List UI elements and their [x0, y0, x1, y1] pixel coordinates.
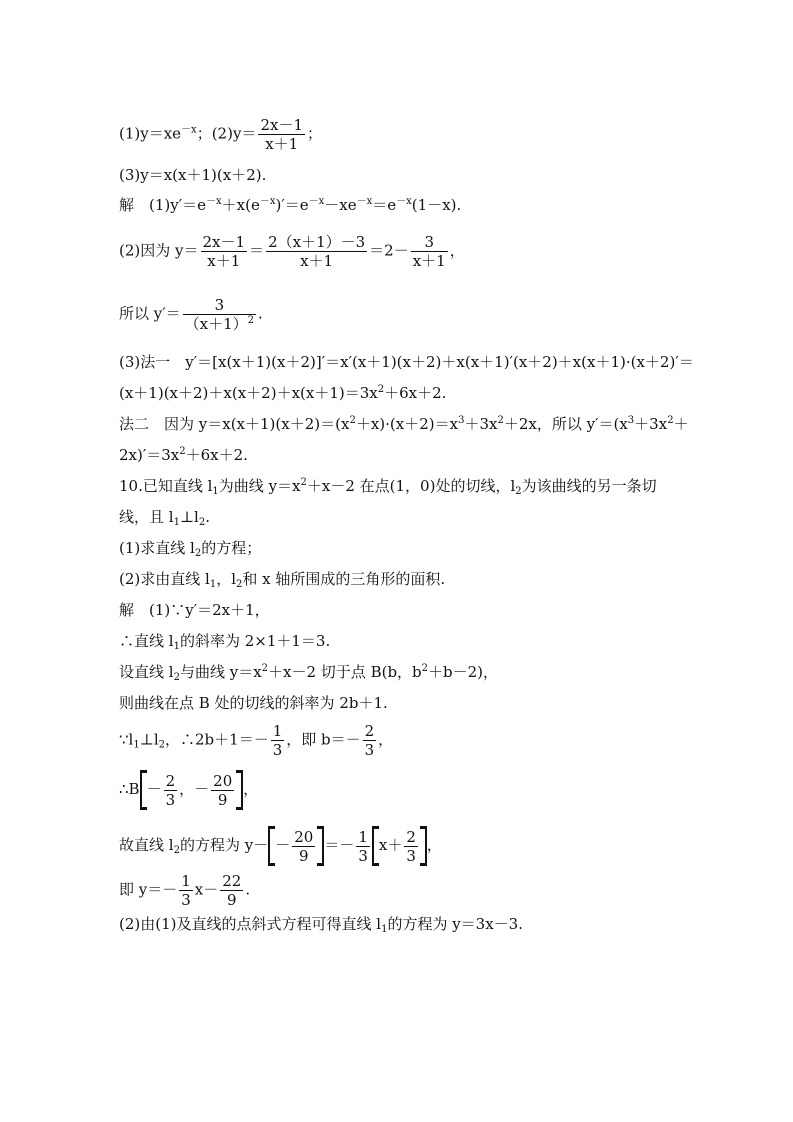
- solution-10-line-3: 设直线 $l_2$与曲线 $y=x^2+x-2$ 切于点 B(b，$b^2+b-2$)，: [119, 663, 499, 683]
- solution-line-7: $2x)'=3x^2+6x+2$.: [119, 446, 248, 464]
- solution-10-line-9: (2)由(1)及直线的点斜式方程可得直线 $l_1$的方程为 y＝3x－3.: [119, 915, 523, 935]
- fraction: $\frac{2x-1}{x+1}$: [260, 116, 303, 153]
- solution-line-3: 所以 y′＝ $\frac{3}{(x+1)^2}$ .: [119, 296, 263, 333]
- fraction: $\frac{20}{9}$: [294, 827, 314, 865]
- solution-10-line-1: 解 (1)∵y′＝2x＋1，: [119, 601, 270, 619]
- fraction: $\frac{2(x+1)-3}{x+1}$: [268, 233, 366, 270]
- solution-10-line-6: ∴B － $\frac{2}{3}$ ，－ $\frac{20}{9}$ ，: [119, 771, 259, 809]
- solution-line-6: 法二 因为 $y=x(x+1)(x+2)=(x^2+x)\cdot(x+2)=x^3+3x^2+2x$，所以 $y'=(x^3+3x^2+$: [119, 415, 689, 433]
- solution-10-line-2: ∴直线 $l_1$的斜率为 2×1＋1＝3.: [119, 632, 331, 652]
- fraction: $\frac{2}{3}$: [364, 722, 375, 759]
- left-bracket: [140, 770, 147, 810]
- fraction: $\frac{1}{3}$: [272, 722, 283, 759]
- fraction: $\frac{22}{9}$: [222, 872, 242, 909]
- fraction: $\frac{20}{9}$: [213, 771, 233, 809]
- solution-10-line-4: 则曲线在点 B 处的切线的斜率为 2b＋1.: [119, 694, 388, 712]
- solution-line-1: 解 $(1)y'=e^{-x}+x(e^{-x})'=e^{-x}-xe^{-x}=e^{-x}(1-x)$.: [119, 196, 462, 214]
- left-bracket: [372, 826, 379, 866]
- fraction: $\frac{2x-1}{x+1}$: [202, 233, 246, 270]
- solution-line-5: $(x+1)(x+2)+x(x+2)+x(x+1)=3x^2+6x+2$.: [119, 384, 447, 402]
- problem-9-line-1: $(1)y=xe^{-x}$；(2)y＝ $\frac{2x-1}{x+1}$ ；: [119, 116, 322, 153]
- solution-10-line-5: $\because l_1\perp l_2$，∴2b＋1＝－ $\frac{1}{3}$ ，即 b＝－ $\frac{2}{3}$ ，: [119, 722, 394, 759]
- problem-10-part-1: (1)求直线 $l_2$的方程；: [119, 539, 262, 559]
- solution-10-line-7: 故直线 $l_2$的方程为 y－ － $\frac{20}{9}$ ＝－ $\frac{1}{3}$ x＋ $\frac{2}{3}$ ，: [119, 827, 442, 865]
- fraction: $\frac{1}{3}$: [358, 827, 368, 865]
- solution-10-line-8: 即 y＝－ $\frac{1}{3}$ x－ $\frac{22}{9}$ .: [119, 872, 251, 909]
- fraction: $\frac{2}{3}$: [165, 771, 176, 809]
- right-bracket: [420, 826, 427, 866]
- fraction: $\frac{3}{x+1}$: [412, 233, 446, 270]
- problem-10-part-2: (2)求由直线 $l_1$，$l_2$和 x 轴所围成的三角形的面积.: [119, 570, 446, 590]
- solution-line-4: (3)法一 y′＝[x(x＋1)(x＋2)]′＝x′(x＋1)(x＋2)＋x(x＋1)′(x＋2)＋x(x＋1)·(x＋2)′＝: [119, 353, 694, 371]
- fraction: $\frac{1}{3}$: [181, 872, 191, 909]
- fraction: $\frac{2}{3}$: [406, 827, 416, 865]
- problem-10-line-2: 线，且 $l_1\perp l_2$.: [119, 508, 211, 528]
- problem-10-line-1: 10.已知直线 $l_1$为曲线 $y=x^2+x-2$ 在点(1，0)处的切线，$l_2$为该曲线的另一条切: [119, 477, 657, 497]
- fraction: $\frac{3}{(x+1)^2}$: [184, 296, 255, 333]
- problem-9-line-2: (3)y＝x(x＋1)(x＋2).: [119, 166, 267, 184]
- solution-line-2: (2)因为 y＝ $\frac{2x-1}{x+1}$ ＝ $\frac{2(x+1)-3}{x+1}$ ＝2－ $\frac{3}{x+1}$ ，: [119, 233, 465, 270]
